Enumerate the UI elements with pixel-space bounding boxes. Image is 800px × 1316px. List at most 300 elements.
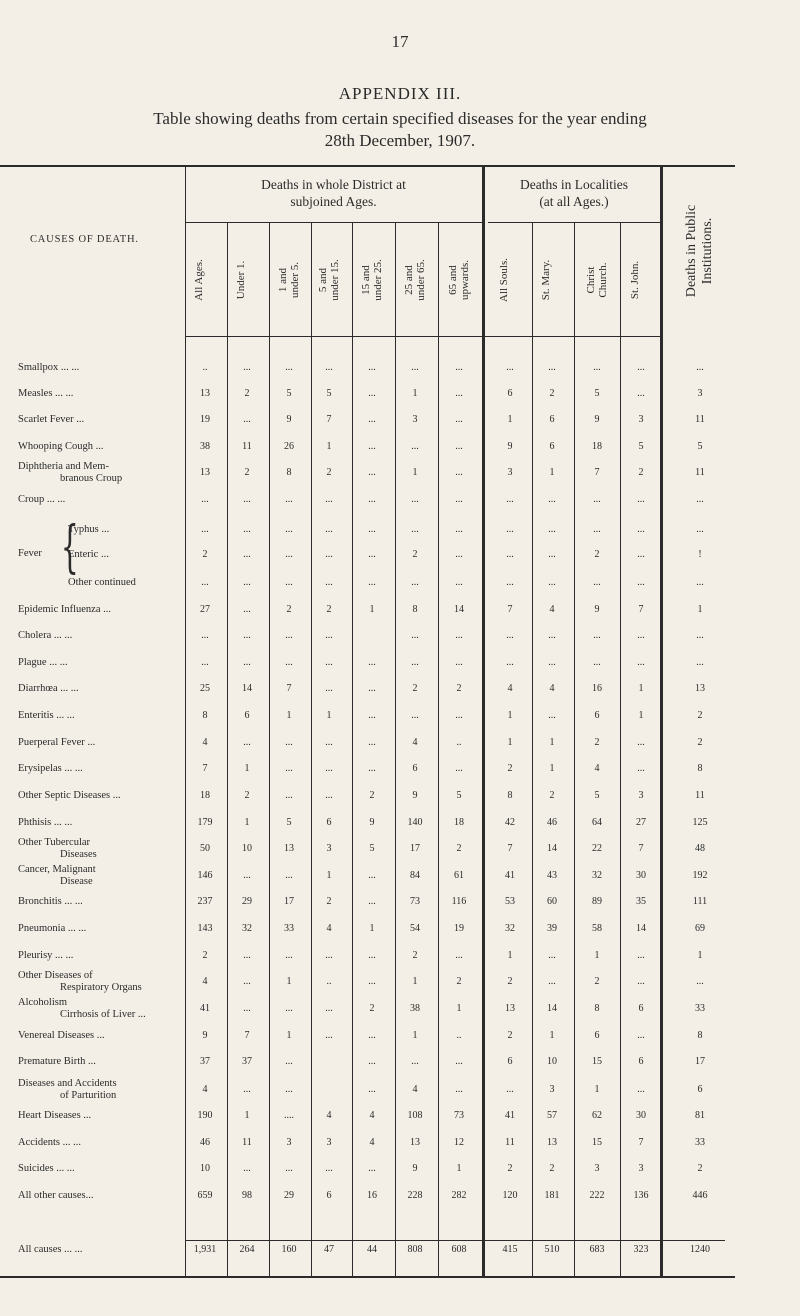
cell-r31-c4: 16 [367,1190,377,1201]
cause-label-line-2: Disease [60,876,93,887]
cause-label-32 [18,1244,82,1256]
cell-r5-c11: ... [696,494,704,505]
cell-r16-c8: 2 [549,790,555,801]
cell-r31-c2: 29 [284,1190,294,1201]
cell-r32-c2: 160 [281,1244,297,1255]
cell-r31-c9: 222 [589,1190,605,1201]
cell-r25-c1: 7 [244,1030,250,1041]
cell-r13-c0: 8 [202,710,208,721]
cell-r14-c2: ... [285,737,293,748]
cell-r29-c7: 11 [505,1137,515,1148]
cause-label-13 [18,710,75,722]
cell-r3-c6: ... [455,441,463,452]
cell-r29-c0: 46 [200,1137,210,1148]
cell-r1-c9: 5 [594,388,600,399]
cell-r10-c2: ... [285,630,293,641]
cell-r16-c5: 9 [412,790,418,801]
cause-label-line-1: Epidemic Influenza ... [18,604,112,615]
cell-r5-c1: ... [243,494,251,505]
cell-r24-c7: 13 [505,1003,515,1014]
cell-r20-c9: 89 [592,896,602,907]
cell-r17-c3: 6 [326,817,332,828]
cell-r3-c3: 1 [326,441,332,452]
cell-r32-c11: 1240 [690,1244,710,1255]
cell-r23-c10: ... [637,976,645,987]
cell-r24-c4: 2 [369,1003,375,1014]
cause-label-5 [18,494,65,506]
cause-label-23 [18,970,142,994]
cell-r22-c5: 2 [412,950,418,961]
cell-r8-c1: ... [243,577,251,588]
cell-r2-c8: 6 [549,414,555,425]
cause-label-line-1: All other causes... [18,1190,94,1201]
cell-r31-c0: 659 [197,1190,213,1201]
cell-r32-c7: 415 [502,1244,518,1255]
cause-label-line-1: Cancer, Malignant [18,864,96,875]
cell-r30-c3: ... [325,1163,333,1174]
cell-r3-c2: 26 [284,441,294,452]
cause-label-line-1: Other Diseases of [18,970,93,981]
cell-r19-c0: 146 [197,870,213,881]
cause-label-line-2: Cirrhosis of Liver ... [60,1009,146,1020]
cell-r8-c3: ... [325,577,333,588]
cell-r29-c2: 3 [286,1137,292,1148]
cell-r12-c5: 2 [412,683,418,694]
cause-label-line-1: Suicides ... ... [18,1163,75,1174]
cell-r15-c9: 4 [594,763,600,774]
cell-r11-c9: ... [593,657,601,668]
cell-r14-c11: 2 [697,737,703,748]
caption-line-2: 28th December, 1907. [324,131,476,150]
cell-r23-c9: 2 [594,976,600,987]
page-number: 17 [391,32,409,51]
cell-r2-c2: 9 [286,414,292,425]
cell-r17-c0: 179 [197,817,213,828]
cell-r23-c8: ... [548,976,556,987]
cause-label-21 [18,923,86,935]
col-rule-inner-7 [574,222,575,1276]
cell-r20-c2: 17 [284,896,294,907]
ages-group-line-1: Deaths in whole District at [261,177,406,192]
cell-r30-c11: 2 [697,1163,703,1174]
cell-r28-c7: 41 [505,1110,515,1121]
cell-r30-c9: 3 [594,1163,600,1174]
cell-r8-c7: ... [506,577,514,588]
cell-r14-c7: 1 [507,737,513,748]
cell-r6-c5: ... [411,524,419,535]
cell-r6-c1: ... [243,524,251,535]
cell-r23-c1: ... [243,976,251,987]
cause-label-line-1: Puerperal Fever ... [18,737,96,748]
cell-r6-c4: ... [368,524,376,535]
cell-r2-c1: ... [243,414,251,425]
cell-r9-c7: 7 [507,604,513,615]
cell-r30-c5: 9 [412,1163,418,1174]
cell-r27-c5: 4 [412,1084,418,1095]
cause-label-20 [18,896,83,908]
cell-r28-c2: .... [284,1110,294,1121]
cause-label-6 [68,524,109,535]
cell-r17-c10: 27 [636,817,646,828]
cause-label-line-1: Diarrhœa ... ... [18,683,79,694]
cell-r26-c9: 15 [592,1056,602,1067]
cell-r13-c9: 6 [594,710,600,721]
cell-r26-c10: 6 [638,1056,644,1067]
cell-r24-c9: 8 [594,1003,600,1014]
cell-r16-c1: 2 [244,790,250,801]
cause-label-line-1: Typhus ... [68,524,110,535]
cell-r10-c11: ... [696,630,704,641]
cell-r27-c0: 4 [202,1084,208,1095]
column-header-10 [629,230,641,330]
cause-label-line-1: Phthisis ... ... [18,817,73,828]
cell-r15-c8: 1 [549,763,555,774]
column-header-line: 15 and [360,265,372,295]
cause-label-14 [18,737,95,749]
cell-r4-c3: 2 [326,467,332,478]
cause-label-10 [18,630,72,642]
cell-r8-c8: ... [548,577,556,588]
cell-r22-c1: ... [243,950,251,961]
cell-r0-c3: ... [325,362,333,373]
cell-r0-c2: ... [285,362,293,373]
cell-r22-c6: ... [455,950,463,961]
cell-r2-c9: 9 [594,414,600,425]
cell-r14-c0: 4 [202,737,208,748]
cell-r28-c10: 30 [636,1110,646,1121]
cause-label-25 [18,1030,105,1042]
cause-label-24 [18,997,146,1021]
cell-r24-c11: 33 [695,1003,705,1014]
column-header-line: St. Mary. [540,259,552,301]
cell-r23-c5: 1 [412,976,418,987]
cell-r7-c10: ... [637,549,645,560]
cell-r2-c0: 19 [200,414,210,425]
cell-r9-c2: 2 [286,604,292,615]
cell-r24-c5: 38 [410,1003,420,1014]
cell-r29-c9: 15 [592,1137,602,1148]
cell-r11-c8: ... [548,657,556,668]
cell-r1-c7: 6 [507,388,513,399]
cause-label-2 [18,414,84,426]
cell-r15-c6: ... [455,763,463,774]
cell-r13-c2: 1 [286,710,292,721]
cell-r17-c6: 18 [454,817,464,828]
cell-r5-c5: ... [411,494,419,505]
cell-r21-c9: 58 [592,923,602,934]
localities-group-line-1: Deaths in Localities [520,177,628,192]
cell-r11-c6: ... [455,657,463,668]
cell-r32-c4: 44 [367,1244,377,1255]
column-header-line: upwards. [459,259,471,301]
cell-r30-c7: 2 [507,1163,513,1174]
cause-label-16 [18,790,121,802]
cell-r30-c1: ... [243,1163,251,1174]
cell-r4-c10: 2 [638,467,644,478]
cause-label-26 [18,1056,96,1068]
cell-r11-c2: ... [285,657,293,668]
cell-r29-c10: 7 [638,1137,644,1148]
cell-r3-c5: ... [411,441,419,452]
cell-r8-c6: ... [455,577,463,588]
cell-r2-c6: ... [455,414,463,425]
cell-r22-c0: 2 [202,950,208,961]
cell-r8-c11: ... [696,577,704,588]
cause-label-28 [18,1110,91,1122]
column-header-line: All Souls. [498,258,510,303]
cell-r30-c2: ... [285,1163,293,1174]
cause-label-line-1: Cholera ... ... [18,630,73,641]
cause-label-line-1: Other Septic Diseases ... [18,790,121,801]
cell-r8-c9: ... [593,577,601,588]
cell-r26-c0: 37 [200,1056,210,1067]
column-header-6 [447,230,471,330]
cell-r11-c10: ... [637,657,645,668]
cell-r25-c2: 1 [286,1030,292,1041]
cell-r13-c1: 6 [244,710,250,721]
cell-r18-c11: 48 [695,843,705,854]
cell-r12-c3: ... [325,683,333,694]
cause-label-line-1: All causes ... ... [18,1244,83,1255]
cell-r18-c5: 17 [410,843,420,854]
cell-r5-c4: ... [368,494,376,505]
cell-r4-c5: 1 [412,467,418,478]
cell-r15-c0: 7 [202,763,208,774]
cell-r0-c4: ... [368,362,376,373]
cell-r31-c11: 446 [692,1190,708,1201]
cell-r6-c3: ... [325,524,333,535]
cell-r4-c8: 1 [549,467,555,478]
cell-r25-c6: .. [456,1030,462,1041]
cell-r25-c5: 1 [412,1030,418,1041]
cell-r31-c3: 6 [326,1190,332,1201]
cell-r3-c0: 38 [200,441,210,452]
cell-r3-c7: 9 [507,441,513,452]
cell-r7-c3: ... [325,549,333,560]
cause-label-line-1: Venereal Diseases ... [18,1030,105,1041]
cell-r3-c8: 6 [549,441,555,452]
cell-r8-c10: ... [637,577,645,588]
cell-r32-c5: 808 [407,1244,423,1255]
cell-r26-c4: ... [368,1056,376,1067]
cell-r19-c2: ... [285,870,293,881]
cell-r30-c0: 10 [200,1163,210,1174]
cell-r26-c2: ... [285,1056,293,1067]
cell-r16-c9: 5 [594,790,600,801]
cause-label-line-1: Whooping Cough ... [18,441,104,452]
cell-r18-c6: 2 [456,843,462,854]
cell-r21-c2: 33 [284,923,294,934]
cell-r4-c9: 7 [594,467,600,478]
cell-r4-c1: 2 [244,467,250,478]
column-header-line: under 65. [415,259,427,301]
cell-r2-c11: 11 [695,414,705,425]
cell-r27-c2: ... [285,1084,293,1095]
column-header-0 [193,230,205,330]
cell-r1-c2: 5 [286,388,292,399]
cell-r6-c11: ... [696,524,704,535]
cell-r16-c4: 2 [369,790,375,801]
cell-r31-c8: 181 [544,1190,560,1201]
cell-r3-c1: 11 [242,441,252,452]
cell-r22-c3: ... [325,950,333,961]
cell-r13-c6: ... [455,710,463,721]
cell-r32-c0: 1,931 [193,1244,217,1255]
cell-r16-c6: 5 [456,790,462,801]
institutions-header-line-1: Deaths in Public [684,204,699,298]
cell-r20-c10: 35 [636,896,646,907]
cell-r4-c11: 11 [695,467,705,478]
cell-r24-c2: ... [285,1003,293,1014]
institutions-header [684,176,716,326]
cell-r25-c3: ... [325,1030,333,1041]
cell-r4-c7: 3 [507,467,513,478]
cell-r10-c9: ... [593,630,601,641]
cell-r19-c9: 32 [592,870,602,881]
cell-r4-c2: 8 [286,467,292,478]
cell-r15-c5: 6 [412,763,418,774]
appendix-title: APPENDIX III. [338,84,462,103]
cell-r2-c4: ... [368,414,376,425]
cell-r12-c1: 14 [242,683,252,694]
cell-r22-c10: ... [637,950,645,961]
cell-r5-c0: ... [201,494,209,505]
cell-r26-c8: 10 [547,1056,557,1067]
cell-r14-c1: ... [243,737,251,748]
cause-label-29 [18,1137,81,1149]
cell-r32-c8: 510 [544,1244,560,1255]
cell-r24-c8: 14 [547,1003,557,1014]
cell-r18-c1: 10 [242,843,252,854]
cell-r2-c10: 3 [638,414,644,425]
cell-r7-c8: ... [548,549,556,560]
cell-r9-c9: 9 [594,604,600,615]
column-header-line: Under 1. [235,260,247,300]
cell-r9-c10: 7 [638,604,644,615]
cell-r1-c10: ... [637,388,645,399]
cell-r6-c6: ... [455,524,463,535]
ages-group-line-2: subjoined Ages. [290,194,377,209]
cell-r4-c4: ... [368,467,376,478]
cell-r28-c3: 4 [326,1110,332,1121]
cell-r17-c9: 64 [592,817,602,828]
cell-r0-c5: ... [411,362,419,373]
cell-r6-c2: ... [285,524,293,535]
cell-r6-c9: ... [593,524,601,535]
cell-r29-c11: 33 [695,1137,705,1148]
cell-r5-c10: ... [637,494,645,505]
cause-label-line-1: Enteritis ... ... [18,710,75,721]
cell-r26-c5: ... [411,1056,419,1067]
cell-r31-c1: 98 [242,1190,252,1201]
cell-r8-c2: ... [285,577,293,588]
cell-r5-c8: ... [548,494,556,505]
cell-r7-c5: 2 [412,549,418,560]
cell-r31-c5: 228 [407,1190,423,1201]
cell-r1-c0: 13 [200,388,210,399]
cell-r20-c6: 116 [451,896,467,907]
cause-label-4 [18,461,122,485]
cause-label-11 [18,657,68,669]
cause-label-line-2: Diseases [60,849,97,860]
cell-r16-c10: 3 [638,790,644,801]
cell-r1-c4: ... [368,388,376,399]
cell-r22-c8: ... [548,950,556,961]
cell-r17-c1: 1 [244,817,250,828]
cell-r15-c11: 8 [697,763,703,774]
cell-r20-c1: 29 [242,896,252,907]
cell-r30-c4: ... [368,1163,376,1174]
cell-r0-c7: ... [506,362,514,373]
cell-r11-c4: ... [368,657,376,668]
cell-r27-c9: 1 [594,1084,600,1095]
cell-r9-c6: 14 [454,604,464,615]
cause-label-line-1: Other continued [68,577,136,588]
cell-r6-c10: ... [637,524,645,535]
column-header-line: under 5. [289,261,301,299]
cell-r10-c5: ... [411,630,419,641]
cause-label-line-1: Diseases and Accidents [18,1078,117,1089]
cell-r3-c10: 5 [638,441,644,452]
column-header-8 [540,230,552,330]
cell-r7-c0: 2 [202,549,208,560]
cell-r9-c0: 27 [200,604,210,615]
cell-r7-c2: ... [285,549,293,560]
cell-r18-c10: 7 [638,843,644,854]
cell-r5-c6: ... [455,494,463,505]
cell-r10-c7: ... [506,630,514,641]
cell-r10-c6: ... [455,630,463,641]
cell-r28-c11: 81 [695,1110,705,1121]
cell-r24-c10: 6 [638,1003,644,1014]
cell-r24-c6: 1 [456,1003,462,1014]
totals-rule [185,1240,725,1241]
cell-r19-c3: 1 [326,870,332,881]
cell-r29-c8: 13 [547,1137,557,1148]
cell-r2-c3: 7 [326,414,332,425]
cell-r18-c7: 7 [507,843,513,854]
cell-r19-c6: 61 [454,870,464,881]
cell-r19-c8: 43 [547,870,557,881]
cell-r15-c1: 1 [244,763,250,774]
cause-label-31 [18,1190,94,1202]
cell-r20-c3: 2 [326,896,332,907]
cell-r7-c4: ... [368,549,376,560]
cell-r17-c7: 42 [505,817,515,828]
cell-r23-c2: 1 [286,976,292,987]
cell-r7-c7: ... [506,549,514,560]
cell-r0-c8: ... [548,362,556,373]
cell-r5-c3: ... [325,494,333,505]
cell-r27-c1: ... [243,1084,251,1095]
cause-label-line-1: Measles ... ... [18,388,74,399]
cell-r4-c0: 13 [200,467,210,478]
cell-r27-c11: 6 [697,1084,703,1095]
cause-label-19 [18,864,96,888]
cell-r18-c4: 5 [369,843,375,854]
cell-r31-c6: 282 [451,1190,467,1201]
cell-r20-c0: 237 [197,896,213,907]
cell-r23-c7: 2 [507,976,513,987]
causes-of-death-header: CAUSES OF DEATH. [30,234,139,245]
fever-label: Fever [18,548,42,559]
cell-r0-c10: ... [637,362,645,373]
cell-r7-c11: ! [698,549,702,560]
ages-group-header [185,176,482,210]
cell-r14-c10: ... [637,737,645,748]
cell-r12-c8: 4 [549,683,555,694]
cell-r11-c0: ... [201,657,209,668]
